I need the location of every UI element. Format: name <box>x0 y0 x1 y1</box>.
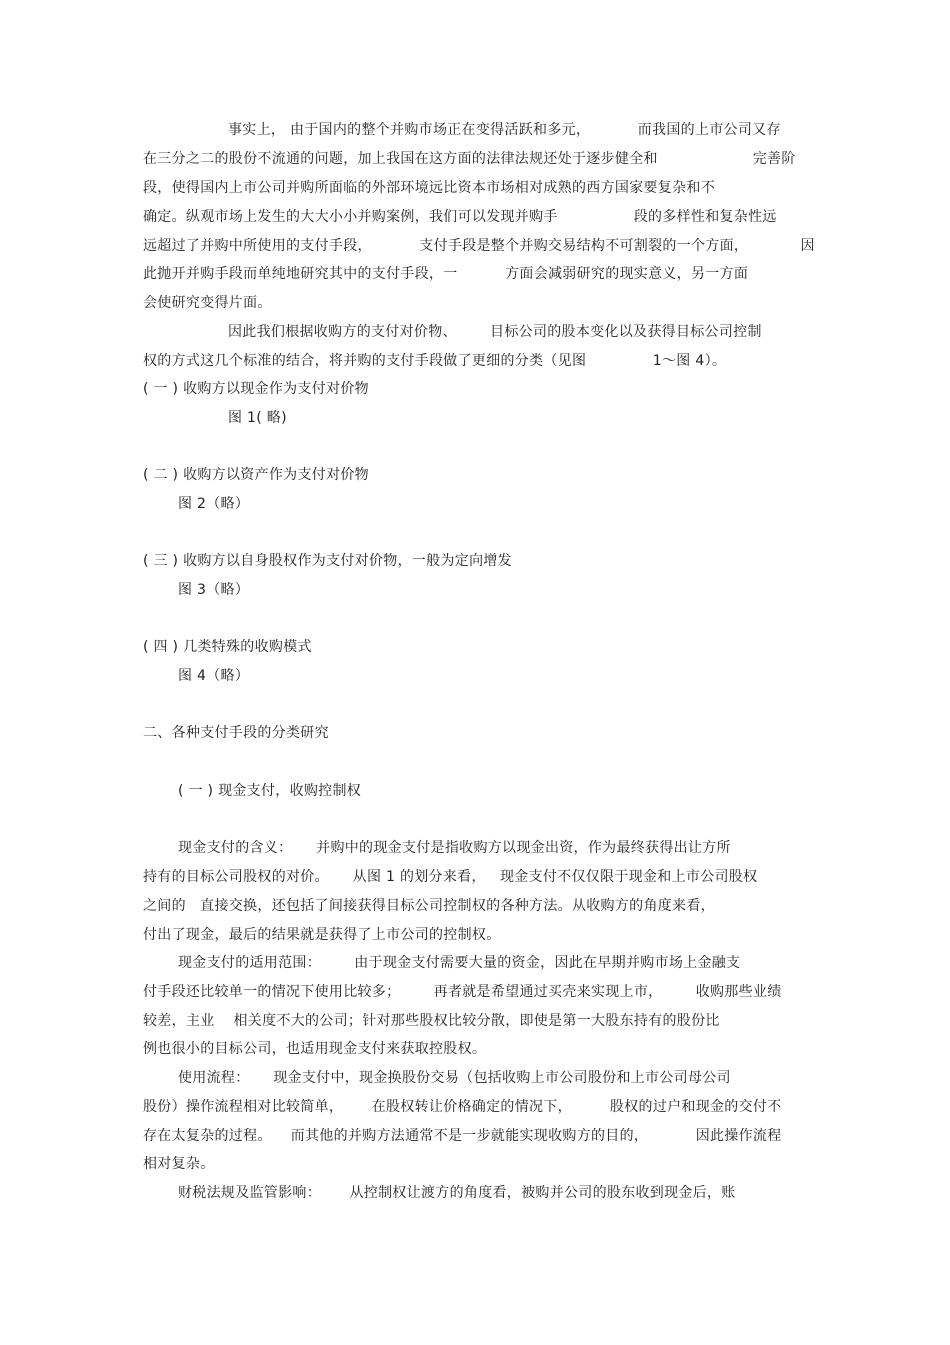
figure-caption: 图 4（略） <box>178 668 250 684</box>
text-line: 付手段还比较单一的情况下使用比较多； 再者就是希望通过买壳来实现上市， 收购那些业绩 <box>143 984 782 1000</box>
text-line: 较差，主业 相关度不大的公司；针对那些股权比较分散，即使是第一大股东持有的股份比 <box>143 1013 720 1029</box>
section-heading: ( 三 ) 收购方以自身股权作为支付对价物，一般为定向增发 <box>143 553 512 569</box>
text-line: 会使研究变得片面。 <box>143 295 272 311</box>
text-line: 使用流程： 现金支付中，现金换股份交易（包括收购上市公司股份和上市公司母公司 <box>178 1070 731 1086</box>
text-line: 相对复杂。 <box>143 1156 215 1172</box>
text-line: 因此我们根据收购方的支付对价物、 目标公司的股本变化以及获得目标公司控制 <box>228 324 762 340</box>
text-line: 例也很小的目标公司，也适用现金支付来获取控股权。 <box>143 1041 487 1057</box>
text-line: 之间的 直接交换，还包括了间接获得目标公司控制权的各种方法。从收购方的角度来看， <box>143 898 715 914</box>
text-line: 持有的目标公司股权的对价。 从图 1 的划分来看， 现金支付不仅仅限于现金和上市公司股权 <box>143 869 758 885</box>
text-line: 存在太复杂的过程。 而其他的并购方法通常不是一步就能实现收购方的目的， 因此操作流程 <box>143 1128 782 1144</box>
text-line: 财税法规及监管影响： 从控制权让渡方的角度看，被购并公司的股东收到现金后，账 <box>178 1185 736 1201</box>
figure-caption: 图 3（略） <box>178 582 250 598</box>
section-heading: ( 四 ) 几类特殊的收购模式 <box>143 639 312 655</box>
text-line: 此抛开并购手段而单纯地研究其中的支付手段，一 方面会减弱研究的现实意义，另一方面 <box>143 266 749 282</box>
text-line: 事实上， 由于国内的整个并购市场正在变得活跃和多元， 而我国的上市公司又存 <box>228 122 781 138</box>
text-line: 确定。纵观市场上发生的大大小小并购案例，我们可以发现并购手 段的多样性和复杂性远 <box>143 209 777 225</box>
text-line: 现金支付的含义： 并购中的现金支付是指收购方以现金出资，作为最终获得出让方所 <box>178 840 731 856</box>
section-heading: ( 一 ) 收购方以现金作为支付对价物 <box>143 381 369 397</box>
text-line: 在三分之二的股份不流通的问题，加上我国在这方面的法律法规还处于逐步健全和 完善阶 <box>143 151 796 167</box>
figure-caption: 图 1( 略) <box>228 410 287 426</box>
text-line: 段，使得国内上市公司并购所面临的外部环境远比资本市场相对成熟的西方国家要复杂和不 <box>143 180 715 196</box>
section-heading: ( 二 ) 收购方以资产作为支付对价物 <box>143 467 369 483</box>
figure-caption: 图 2（略） <box>178 496 250 512</box>
subsection-heading: ( 一 ) 现金支付，收购控制权 <box>178 783 362 799</box>
text-line: 付出了现金，最后的结果就是获得了上市公司的控制权。 <box>143 927 501 943</box>
chapter-heading: 二、各种支付手段的分类研究 <box>143 725 329 741</box>
text-line: 远超过了并购中所使用的支付手段， 支付手段是整个并购交易结构不可割裂的一个方面， 因 <box>143 238 815 254</box>
text-line: 现金支付的适用范围： 由于现金支付需要大量的资金，因此在早期并购市场上金融支 <box>178 955 741 971</box>
text-line: 股份）操作流程相对比较简单， 在股权转让价格确定的情况下， 股权的过户和现金的交付不 <box>143 1099 782 1115</box>
text-line: 权的方式这几个标准的结合，将并购的支付手段做了更细的分类（见图 1～图 4）。 <box>143 353 727 369</box>
